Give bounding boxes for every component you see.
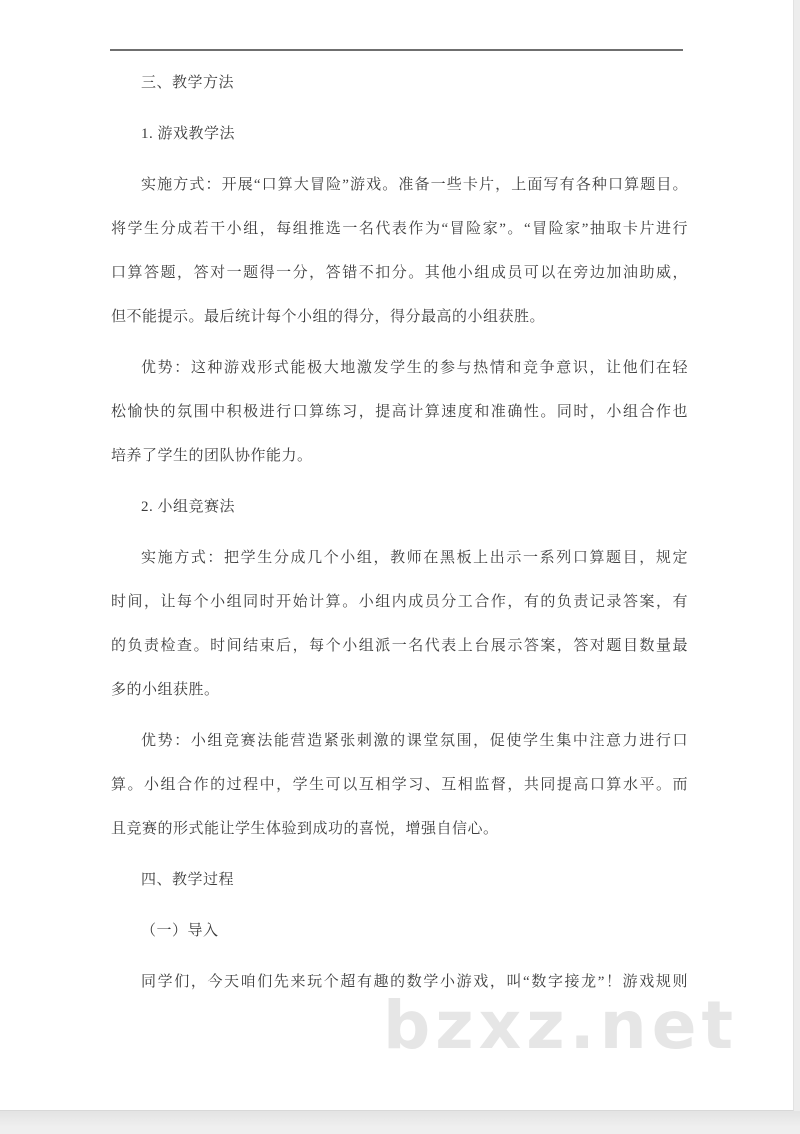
heading-introduction: （一）导入: [141, 923, 219, 939]
text-line: 实施方式：把学生分成几个小组，教师在黑板上出示一系列口算题目，规定: [141, 550, 688, 566]
text-line: 算。小组合作的过程中，学生可以互相学习、互相监督，共同提高口算水平。而: [111, 777, 688, 793]
heading-step1-block: [111, 909, 688, 953]
text-line: 实施方式：开展“口算大冒险”游戏。准备一些卡片，上面写有各种口算题目。: [141, 177, 688, 193]
text-line: 优势：小组竞赛法能营造紧张刺激的课堂氛围，促使学生集中注意力进行口: [141, 733, 688, 749]
text-line: 且竞赛的形式能让学生体验到成功的喜悦，增强自信心。: [111, 821, 499, 837]
page-content: [111, 61, 688, 1011]
paragraph-method2-advantage: [111, 719, 688, 851]
text-line: 口算答题，答对一题得一分，答错不扣分。其他小组成员可以在旁边加油助威，: [111, 265, 688, 281]
text-line: 将学生分成若干小组，每组推选一名代表作为“冒险家”。“冒险家”抽取卡片进行: [111, 221, 688, 237]
heading-method2-block: [111, 485, 688, 529]
paragraph-method1-implementation: [111, 163, 688, 339]
text-line: 培养了学生的团队协作能力。: [111, 448, 313, 464]
text-line: 的负责检查。时间结束后，每个小组派一名代表上台展示答案，答对题目数量最: [111, 638, 688, 654]
heading-game-teaching-method: 1. 游戏教学法: [141, 126, 236, 142]
text-line: 但不能提示。最后统计每个小组的得分，得分最高的小组获胜。: [111, 309, 546, 325]
section-teaching-process: [111, 858, 688, 902]
header-rule: [110, 49, 683, 51]
viewer-background-bottom: [0, 1111, 800, 1134]
text-line: 同学们，今天咱们先来玩个超有趣的数学小游戏，叫“数字接龙”！游戏规则: [141, 974, 688, 990]
text-line: 多的小组获胜。: [111, 682, 220, 698]
text-line: 优势：这种游戏形式能极大地激发学生的参与热情和竞争意识，让他们在轻: [141, 360, 688, 376]
viewer-background-right: [794, 0, 800, 1111]
paragraph-method2-implementation: [111, 536, 688, 712]
watermark: bzxz.net: [383, 987, 739, 1064]
heading-method1-block: [111, 112, 688, 156]
text-line: 时间，让每个小组同时开始计算。小组内成员分工合作，有的负责记录答案，有: [111, 594, 688, 610]
paragraph-method1-advantage: [111, 346, 688, 478]
heading-teaching-process: 四、教学过程: [141, 872, 235, 888]
text-line: 松愉快的氛围中积极进行口算练习，提高计算速度和准确性。同时，小组合作也: [111, 404, 688, 420]
heading-group-competition-method: 2. 小组竞赛法: [141, 499, 236, 515]
heading-teaching-methods: 三、教学方法: [141, 75, 235, 91]
section-teaching-methods: [111, 61, 688, 105]
